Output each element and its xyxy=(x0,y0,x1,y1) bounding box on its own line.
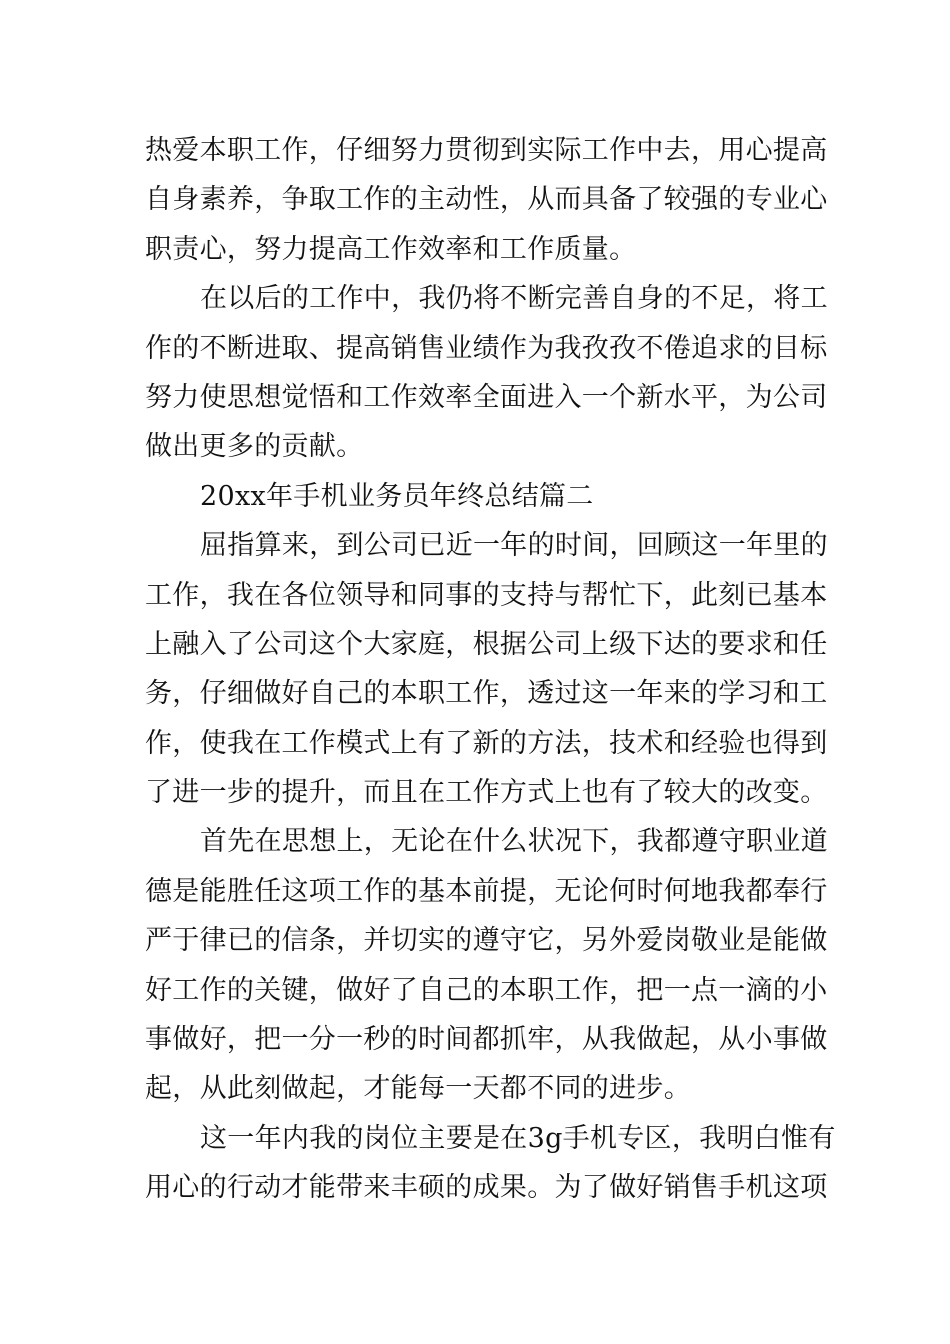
text-line: 上融入了公司这个大家庭，根据公司上级下达的要求和任 xyxy=(145,628,828,660)
text-line: 工作，我在各位领导和同事的支持与帮忙下，此刻已基本 xyxy=(145,579,828,611)
text-line: 这一年内我的岗位主要是在3g手机专区，我明白惟有 xyxy=(200,1122,836,1154)
text-line: 务，仔细做好自己的本职工作，透过这一年来的学习和工 xyxy=(145,678,828,710)
heading-line: 20xx年手机业务员年终总结篇二 xyxy=(200,480,594,512)
text-line: 起，从此刻做起，才能每一天都不同的进步。 xyxy=(145,1073,691,1105)
text-line: 首先在思想上，无论在什么状况下，我都遵守职业道 xyxy=(200,826,828,858)
document-body xyxy=(145,126,836,1213)
text-line: 好工作的关键，做好了自己的本职工作，把一点一滴的小 xyxy=(145,974,828,1006)
paragraph-position xyxy=(145,1114,836,1213)
text-line: 在以后的工作中，我仍将不断完善自身的不足，将工 xyxy=(200,283,828,315)
text-line: 做出更多的贡献。 xyxy=(145,431,364,463)
text-line: 努力使思想觉悟和工作效率全面进入一个新水平，为公司 xyxy=(145,381,828,413)
text-line: 作的不断进取、提高销售业绩作为我孜孜不倦追求的目标 xyxy=(145,332,828,364)
text-line: 用心的行动才能带来丰硕的成果。为了做好销售手机这项 xyxy=(145,1172,828,1204)
paragraph-review xyxy=(145,521,828,817)
text-line: 事做好，把一分一秒的时间都抓牢，从我做起，从小事做 xyxy=(145,1024,828,1056)
text-line: 职责心，努力提高工作效率和工作质量。 xyxy=(145,233,637,265)
text-line: 了进一步的提升，而且在工作方式上也有了较大的改变。 xyxy=(145,777,828,809)
paragraph-continuation xyxy=(145,126,828,274)
text-line: 严于律已的信条，并切实的遵守它，另外爱岗敬业是能做 xyxy=(145,925,828,957)
text-line: 作，使我在工作模式上有了新的方法，技术和经验也得到 xyxy=(145,727,828,759)
text-line: 屈指算来，到公司已近一年的时间，回顾这一年里的 xyxy=(200,530,828,562)
text-line: 热爱本职工作，仔细努力贯彻到实际工作中去，用心提高 xyxy=(145,135,828,166)
section-heading xyxy=(145,472,810,521)
paragraph-ideology xyxy=(145,817,828,1113)
paragraph-future xyxy=(145,274,828,472)
text-line: 德是能胜任这项工作的基本前提，无论何时何地我都奉行 xyxy=(145,875,828,907)
text-line: 自身素养，争取工作的主动性，从而具备了较强的专业心 xyxy=(145,184,828,216)
